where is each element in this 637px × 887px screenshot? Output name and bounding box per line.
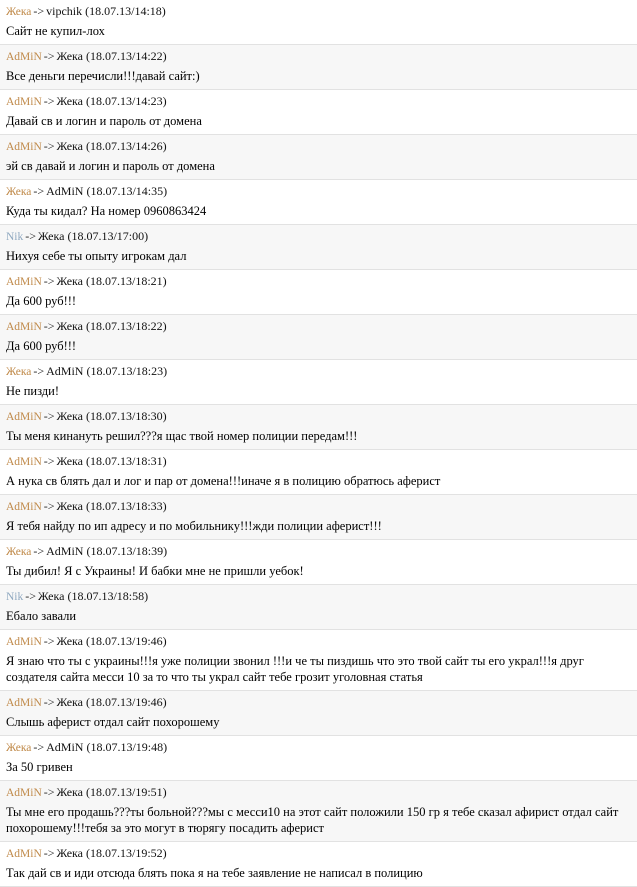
chat-message — [0, 180, 637, 225]
message-header — [6, 785, 633, 801]
chat-message — [0, 0, 637, 45]
message-timestamp: (18.07.13/18:33) — [86, 499, 167, 513]
message-text: Так дай св и иди отсюда блять пока я на тебе заявление не написал в полицию — [6, 866, 423, 880]
message-sender[interactable]: AdMiN — [6, 321, 42, 333]
message-text: Не пизди! — [6, 384, 60, 398]
message-recipient[interactable]: Жека — [56, 409, 83, 423]
message-header — [6, 94, 633, 110]
message-sender[interactable]: AdMiN — [6, 276, 42, 288]
message-recipient[interactable]: Жека — [56, 319, 83, 333]
message-sender[interactable]: AdMiN — [6, 501, 42, 513]
arrow-icon: -> — [43, 274, 55, 288]
arrow-icon: -> — [43, 846, 55, 860]
chat-message — [0, 781, 637, 842]
message-timestamp: (18.07.13/18:22) — [86, 319, 167, 333]
message-header — [6, 274, 633, 290]
message-sender[interactable]: AdMiN — [6, 636, 42, 648]
chat-message — [0, 540, 637, 585]
message-timestamp: (18.07.13/19:46) — [86, 634, 167, 648]
chat-message — [0, 135, 637, 180]
arrow-icon: -> — [33, 184, 45, 198]
message-text: А нука св блять дал и лог и пар от домена!!!иначе я в полицию обратюсь аферист — [6, 474, 441, 488]
chat-message — [0, 585, 637, 630]
arrow-icon: -> — [33, 364, 45, 378]
message-recipient[interactable]: Жека — [56, 785, 83, 799]
message-recipient[interactable]: AdMiN — [46, 544, 84, 558]
message-sender[interactable]: Жека — [6, 186, 32, 198]
message-recipient[interactable]: AdMiN — [46, 740, 84, 754]
chat-message — [0, 90, 637, 135]
message-recipient[interactable]: Жека — [38, 229, 65, 243]
message-header — [6, 139, 633, 155]
message-timestamp: (18.07.13/18:31) — [86, 454, 167, 468]
message-header — [6, 364, 633, 380]
message-text: За 50 гривен — [6, 760, 73, 774]
arrow-icon: -> — [25, 229, 37, 243]
arrow-icon: -> — [43, 49, 55, 63]
message-text: Я тебя найду по ип адресу и по мобильнику!!!жди полиции аферист!!! — [6, 519, 382, 533]
message-text: Давай св и логин и пароль от домена — [6, 114, 202, 128]
arrow-icon: -> — [43, 634, 55, 648]
message-header — [6, 634, 633, 650]
message-recipient[interactable]: Жека — [56, 454, 83, 468]
message-text: Да 600 руб!!! — [6, 294, 77, 308]
message-header — [6, 229, 633, 245]
arrow-icon: -> — [43, 695, 55, 709]
message-text: Ты меня кинануть решил???я щас твой номер полиции передам!!! — [6, 429, 358, 443]
arrow-icon: -> — [43, 785, 55, 799]
message-sender[interactable]: AdMiN — [6, 141, 42, 153]
arrow-icon: -> — [25, 589, 37, 603]
arrow-icon: -> — [43, 319, 55, 333]
message-header — [6, 409, 633, 425]
arrow-icon: -> — [43, 499, 55, 513]
message-sender[interactable]: AdMiN — [6, 51, 42, 63]
message-recipient[interactable]: Жека — [56, 695, 83, 709]
message-header — [6, 49, 633, 65]
message-recipient[interactable]: Жека — [56, 139, 83, 153]
arrow-icon: -> — [43, 409, 55, 423]
message-header — [6, 589, 633, 605]
message-sender[interactable]: Nik — [6, 231, 24, 243]
message-header — [6, 695, 633, 711]
message-recipient[interactable]: AdMiN — [46, 364, 84, 378]
message-text: Я знаю что ты с украины!!!я уже полиции звонил !!!и че ты пиздишь что это твой сайт ты его украл!!!я друг создателя сайта месси 10 за то что ты украл сайт тебе грозит уголовная статья — [6, 654, 584, 684]
message-sender[interactable]: AdMiN — [6, 456, 42, 468]
message-header — [6, 740, 633, 756]
chat-message — [0, 495, 637, 540]
message-recipient[interactable]: Жека — [38, 589, 65, 603]
message-sender[interactable]: Жека — [6, 6, 32, 18]
message-text: Куда ты кидал? На номер 0960863424 — [6, 204, 207, 218]
message-timestamp: (18.07.13/14:35) — [86, 184, 168, 198]
chat-message — [0, 450, 637, 495]
message-timestamp: (18.07.13/17:00) — [67, 229, 149, 243]
chat-message — [0, 315, 637, 360]
chat-message — [0, 45, 637, 90]
message-sender[interactable]: AdMiN — [6, 96, 42, 108]
message-sender[interactable]: Жека — [6, 742, 32, 754]
message-timestamp: (18.07.13/19:52) — [86, 846, 167, 860]
arrow-icon: -> — [43, 139, 55, 153]
message-header — [6, 4, 633, 20]
message-sender[interactable]: Жека — [6, 366, 32, 378]
message-text: Нихуя себе ты опыту игрокам дал — [6, 249, 187, 263]
message-timestamp: (18.07.13/14:22) — [86, 49, 167, 63]
message-text: Сайт не купил-лох — [6, 24, 105, 38]
message-sender[interactable]: AdMiN — [6, 697, 42, 709]
message-text: Ты дибил! Я с Украины! И бабки мне не пришли уебок! — [6, 564, 304, 578]
arrow-icon: -> — [43, 454, 55, 468]
chat-message — [0, 736, 637, 781]
chat-message — [0, 360, 637, 405]
message-recipient[interactable]: Жека — [56, 94, 83, 108]
arrow-icon: -> — [33, 544, 45, 558]
message-recipient[interactable]: Жека — [56, 634, 83, 648]
message-text: Да 600 руб!!! — [6, 339, 77, 353]
message-recipient[interactable]: Жека — [56, 846, 83, 860]
arrow-icon: -> — [33, 4, 45, 18]
message-timestamp: (18.07.13/19:46) — [86, 695, 167, 709]
message-timestamp: (18.07.13/18:21) — [86, 274, 167, 288]
message-recipient[interactable]: Жека — [56, 274, 83, 288]
arrow-icon: -> — [33, 740, 45, 754]
message-sender[interactable]: Жека — [6, 546, 32, 558]
message-header — [6, 499, 633, 515]
message-text: Ты мне его продашь???ты больной???мы с месси10 на этот сайт положили 150 гр я тебе сказал афирист отдал сайт похорошему!!!тебя за это могут в тюрягу посадить аферист — [6, 805, 619, 835]
message-sender[interactable]: AdMiN — [6, 848, 42, 860]
chat-message — [0, 405, 637, 450]
message-timestamp: (18.07.13/18:39) — [86, 544, 168, 558]
message-sender[interactable]: Nik — [6, 591, 24, 603]
message-timestamp: (18.07.13/19:48) — [86, 740, 168, 754]
chat-message — [0, 225, 637, 270]
message-text: Слышь аферист отдал сайт похорошему — [6, 715, 220, 729]
message-timestamp: (18.07.13/18:23) — [86, 364, 168, 378]
message-recipient[interactable]: AdMiN — [46, 184, 84, 198]
message-header — [6, 454, 633, 470]
chat-message — [0, 630, 637, 691]
message-timestamp: (18.07.13/19:51) — [86, 785, 167, 799]
chat-message — [0, 270, 637, 315]
message-header — [6, 319, 633, 335]
message-recipient[interactable]: Жека — [56, 49, 83, 63]
message-sender[interactable]: AdMiN — [6, 411, 42, 423]
message-sender[interactable]: AdMiN — [6, 787, 42, 799]
message-text: Ебало завали — [6, 609, 77, 623]
chat-message — [0, 842, 637, 887]
message-header — [6, 184, 633, 200]
message-timestamp: (18.07.13/18:30) — [86, 409, 167, 423]
message-text: эй св давай и логин и пароль от домена — [6, 159, 215, 173]
message-text: Все деньги перечисли!!!давай сайт:) — [6, 69, 200, 83]
arrow-icon: -> — [43, 94, 55, 108]
message-timestamp: (18.07.13/18:58) — [67, 589, 149, 603]
message-timestamp: (18.07.13/14:23) — [86, 94, 167, 108]
message-timestamp: (18.07.13/14:26) — [86, 139, 167, 153]
message-timestamp: (18.07.13/14:18) — [85, 4, 166, 18]
message-recipient[interactable]: vipchik — [46, 4, 83, 18]
message-header — [6, 544, 633, 560]
chat-message — [0, 691, 637, 736]
message-header — [6, 846, 633, 862]
message-recipient[interactable]: Жека — [56, 499, 83, 513]
